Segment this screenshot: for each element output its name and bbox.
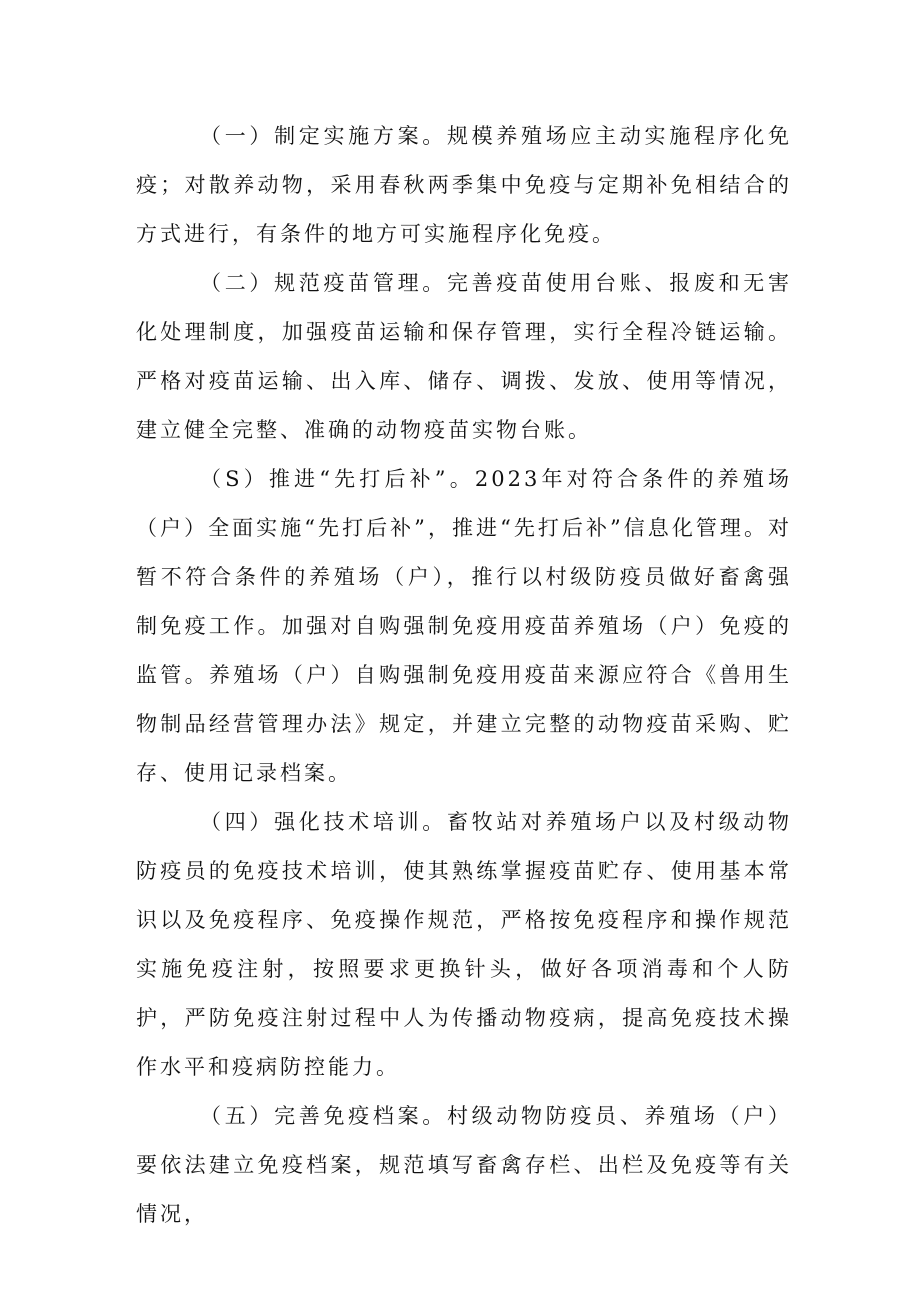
paragraph-formulate-plan: （一）制定实施方案。规模养殖场应主动实施程序化免疫；对散养动物，采用春秋两季集中免疫与定期补免相结合的方式进行，有条件的地方可实施程序化免疫。 (136, 124, 792, 246)
paragraph-technical-training: （四）强化技术培训。畜牧站对养殖场户以及村级动物防疫员的免疫技术培训，使其熟练掌握疫苗贮存、使用基本常识以及免疫程序、免疫操作规范，严格按免疫程序和操作规范实施免疫注射，按照要求更换针头，做好各项消毒和个人防护，严防免疫注射过程中人为传播动物疫病，提高免疫技术操作水平和疫病防控能力。 (136, 810, 792, 1079)
document-body (136, 112, 792, 1239)
paragraph-vaccinate-first-subsidize-later: （S）推进“先打后补”。2023年对符合条件的养殖场（户）全面实施“先打后补”，推进“先打后补”信息化管理。对暂不符合条件的养殖场（户），推行以村级防疫员做好畜禽强制免疫工作。加强对自购强制免疫用疫苗养殖场（户）免疫的监管。养殖场（户）自购强制免疫用疫苗来源应符合《兽用生物制品经营管理办法》规定，并建立完整的动物疫苗采购、贮存、使用记录档案。 (136, 467, 792, 785)
paragraph-vaccine-management: （二）规范疫苗管理。完善疫苗使用台账、报废和无害化处理制度，加强疫苗运输和保存管理，实行全程冷链运输。严格对疫苗运输、出入库、储存、调拨、发放、使用等情况，建立健全完整、准确的动物疫苗实物台账。 (136, 271, 792, 442)
paragraph-immunization-records: （五）完善免疫档案。村级动物防疫员、养殖场（户）要依法建立免疫档案，规范填写畜禽存栏、出栏及免疫等有关情况， (136, 1104, 792, 1226)
